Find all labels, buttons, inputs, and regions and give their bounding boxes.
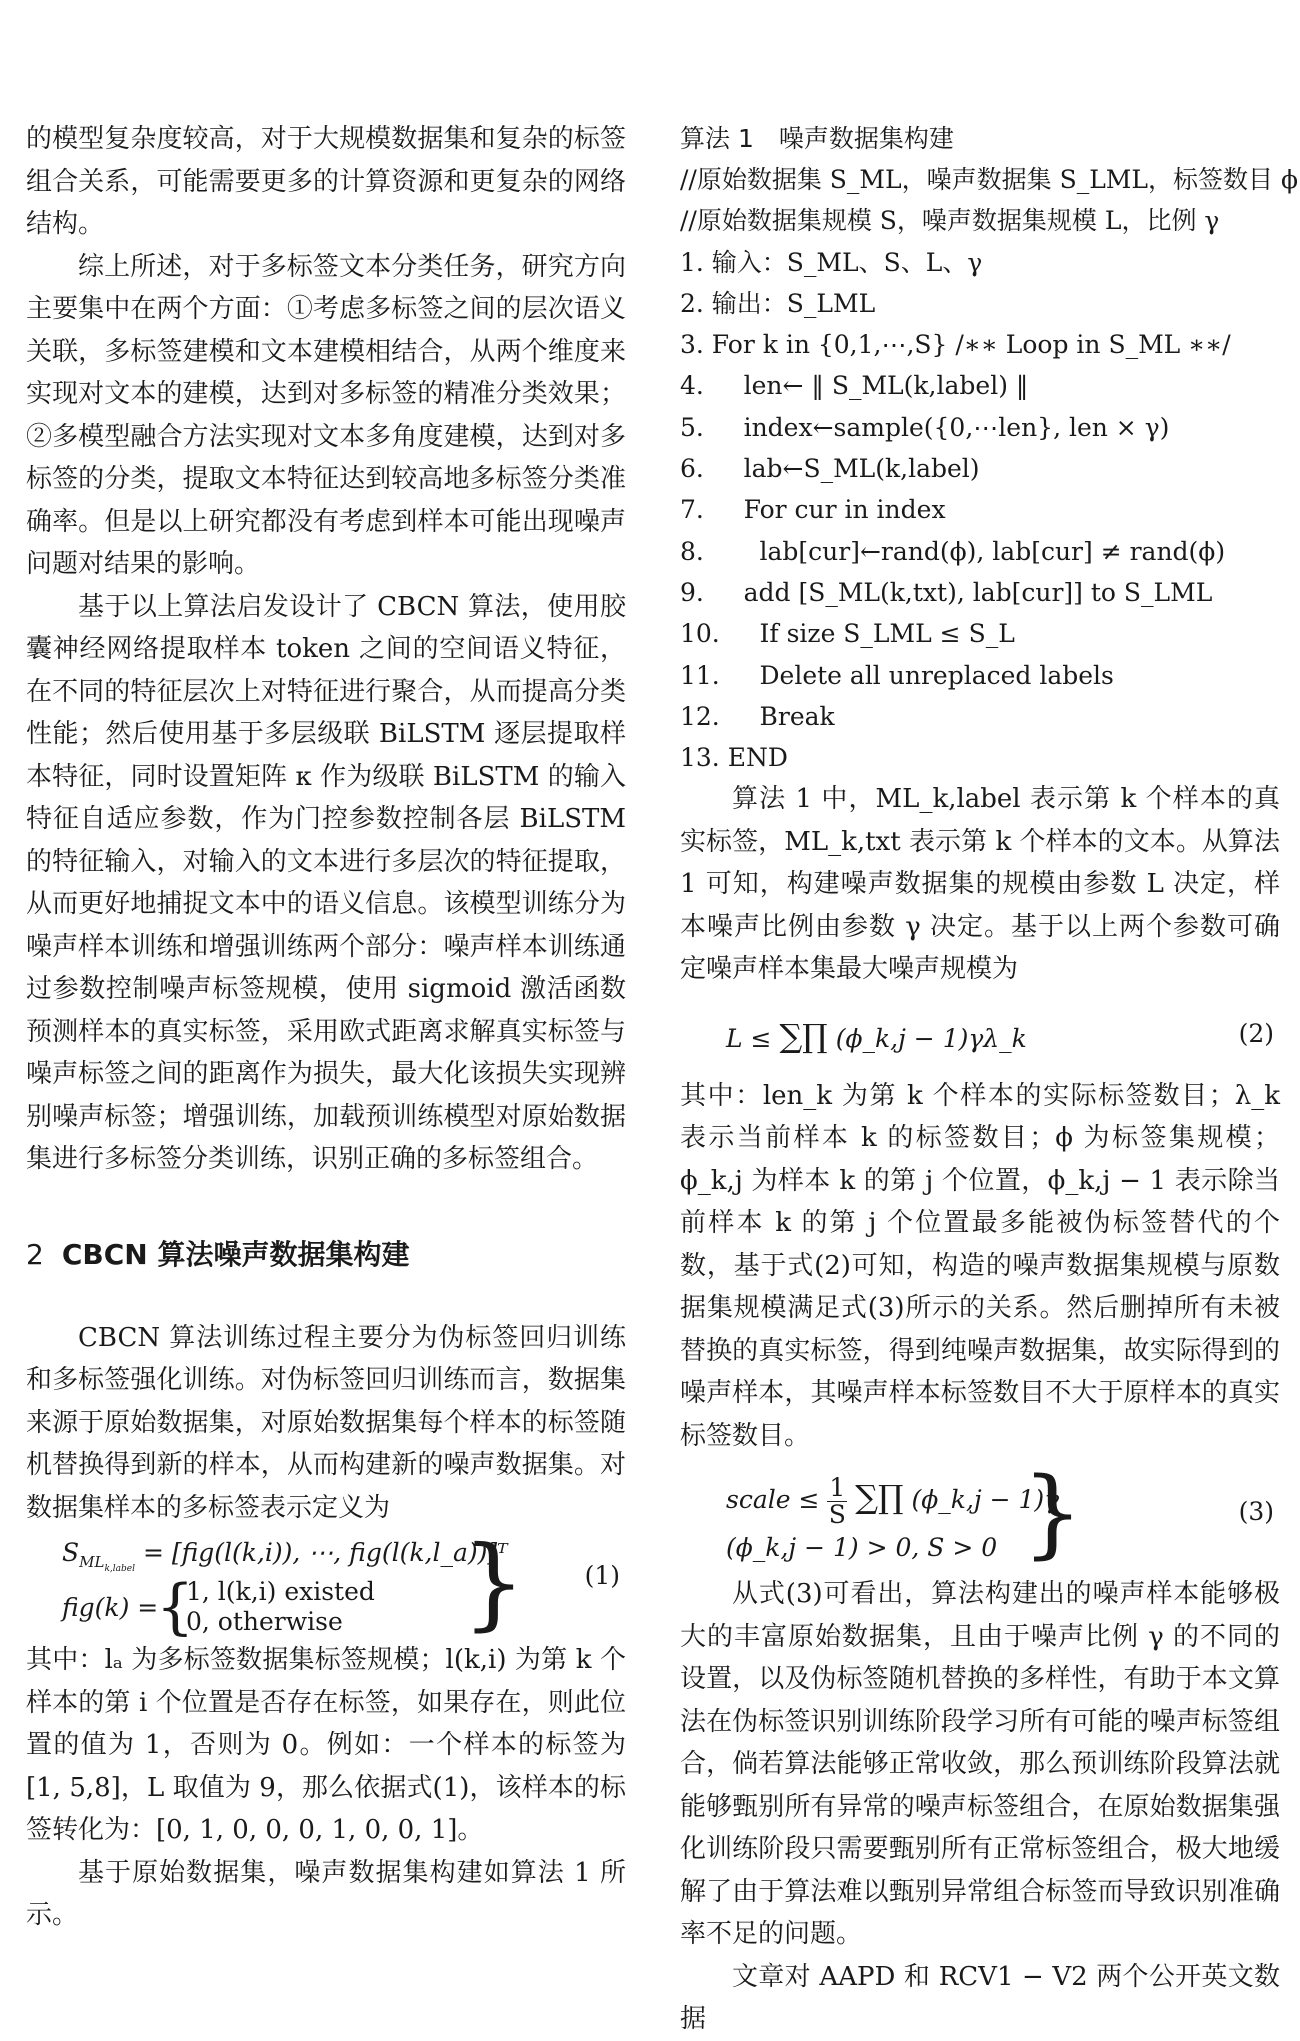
eq1-lhs: fig(k) = [62, 1593, 159, 1622]
algorithm-step: 8. lab[cur]←rand(ϕ), lab[cur] ≠ rand(ϕ) [680, 536, 1226, 566]
paragraph: 综上所述，对于多标签文本分类任务，研究方向主要集中在两个方面：①考虑多标签之间的层次语义关联，多标签建模和文本建模相结合，从两个维度来实现对文本的建模，达到对多标签的精准分类效果；②多模型融合方法实现对文本多角度建模，达到对多标签的分类，提取文本特征达到较高地多标签分类准确率。但是以上研究都没有考虑到样本可能出现噪声问题对结果的影响。 [26, 251, 626, 579]
paragraph: 基于原始数据集，噪声数据集构建如算法 1 所示。 [26, 1857, 626, 1930]
algorithm-step: 12. Break [680, 701, 835, 731]
algorithm-step: 4. len← ‖ S_ML(k,label) ‖ [680, 371, 1029, 401]
algorithm-comment: //原始数据集 S_ML，噪声数据集 S_LML，标签数目 ϕ [680, 165, 1298, 194]
paragraph: 其中：lₐ 为多标签数据集标签规模；l(k,i) 为第 k 个样本的第 i 个位置是否存在标签，如果存在，则此位置的值为 1，否则为 0。例如：一个样本的标签为[1, 5,8]，L 取值为 9，那么依据式(1)，该样本的标签转化为：[0, 1, 0, 0, 0, 1, 0, 0, 1]。 [26, 1645, 626, 1845]
paragraph: 从式(3)可看出，算法构建出的噪声样本能够极大的丰富原始数据集，且由于噪声比例 γ 的不同的设置，以及伪标签随机替换的多样性，有助于本文算法在伪标签识别训练阶段学习所有可能的噪声标签组合，倘若算法能够正常收敛，那么预训练阶段算法就能够甄别所有异常的噪声标签组合，在原始数据集强化训练阶段只需要甄别所有正常标签组合，极大地缓解了由于算法难以甄别异常组合标签而导致识别准确率不足的问题。 [680, 1579, 1280, 1950]
right-column [680, 118, 1298, 2041]
section-title: CBCN 算法噪声数据集构建 [61, 1237, 410, 1271]
equation-1: $S_{ML_{k,label}} = [fig(l(k,i))$, ⋯, fig(l(k,l_a))]ᵀ fig(k) = { 1, l(k,i) existed 0, otherwise } (1) [62, 1524, 620, 1642]
equation-3: scale ≤ $\frac{1}{S}$ ∑∏ (ϕ_k,j − 1)γ (ϕ_k,j − 1) > 0, S > 0 } (3) [726, 1457, 1274, 1570]
paragraph: 其中：len_k 为第 k 个样本的实际标签数目；λ_k 表示当前样本 k 的标签数目；ϕ 为标签集规模；ϕ_k,j 为样本 k 的第 j 个位置，ϕ_k,j − 1 表示除当前样本 k 的第 j 个位置最多能被伪标签替代的个数，基于式(2)可知，构造的噪声数据集规模与原数据集规模满足式(3)所示的关系。然后删掉所有未被替换的真实标签，得到纯噪声数据集，故实际得到的噪声样本，其噪声样本标签数目不大于原样本的真实标签数目。 [680, 1080, 1280, 1451]
section-heading [26, 1233, 626, 1273]
algorithm-comment: //原始数据集规模 S，噪声数据集规模 L，比例 γ [680, 206, 1220, 236]
section-number: 2 [26, 1237, 44, 1271]
algorithm-step: 13. END [680, 743, 788, 773]
eq1-case1: 1, l(k,i) existed [186, 1577, 375, 1606]
eq3-number: (3) [1238, 1497, 1274, 1527]
paragraph: 算法 1 中，ML_k,label 表示第 k 个样本的真实标签，ML_k,txt 表示第 k 个样本的文本。从算法 1 可知，构建噪声数据集的规模由参数 L 决定，样本噪声比例由参数 γ 决定。基于以上两个参数可确定噪声样本集最大噪声规模为 [680, 784, 1280, 985]
eq2-number: (2) [1238, 1018, 1274, 1048]
algorithm-step: 5. index←sample({0,⋯len}, len × γ) [680, 412, 1170, 442]
paragraph: 的模型复杂度较高，对于大规模数据集和复杂的标签组合关系，可能需要更多的计算资源和更复杂的网络结构。 [26, 124, 626, 239]
eq1-case2: 0, otherwise [186, 1607, 343, 1636]
algorithm-1 [680, 118, 1298, 778]
paragraph: 基于以上算法启发设计了 CBCN 算法，使用胶囊神经网络提取样本 token 之间的空间语义特征，在不同的特征层次上对特征进行聚合，从而提高分类性能；然后使用基于多层级联 BiLSTM 逐层提取样本特征，同时设置矩阵 κ 作为级联 BiLSTM 的输入特征自适应参数，作为门控参数控制各层 BiLSTM 的特征输入，对输入的文本进行多层次的特征提取，从而更好地捕捉文本中的语义信息。该模型训练分为噪声样本训练和增强训练两个部分：噪声样本训练通过参数控制噪声标签规模，使用 sigmoid 激活函数预测样本的真实标签，采用欧式距离求解真实标签与噪声标签之间的距离作为损失，最大化该损失实现辨别噪声标签；增强训练，加载预训练模型对原始数据集进行多标签分类训练，识别正确的多标签组合。 [26, 591, 626, 1174]
algorithm-step: 1. 输入：S_ML、S、L、γ [680, 247, 983, 277]
algorithm-title: 算法 1 噪声数据集构建 [680, 124, 954, 153]
algorithm-step: 2. 输出：S_LML [680, 288, 876, 318]
eq1-line1: = [fig(l(k,i)), ⋯, fig(l(k,l_a))]ᵀ [142, 1538, 508, 1567]
algorithm-step: 9. add [S_ML(k,txt), lab[cur]] to S_LML [680, 577, 1213, 607]
algorithm-step: 11. Delete all unreplaced labels [680, 660, 1114, 690]
equation-2: L ≤ ∑∏ (ϕ_k,j − 1)γλ_k (2) [726, 1016, 1274, 1055]
eq3-body: (ϕ_k,j − 1)γ [911, 1485, 1060, 1515]
algorithm-step: 3. For k in {0,1,⋯,S} /∗∗ Loop in S_ML ∗∗/ [680, 330, 1231, 360]
algorithm-step: 6. lab←S_ML(k,label) [680, 454, 980, 484]
paragraph: 文章对 AAPD 和 RCV1 − V2 两个公开英文数据 [680, 1961, 1280, 2035]
left-column [26, 118, 626, 1937]
paragraph: CBCN 算法训练过程主要分为伪标签回归训练和多标签强化训练。对伪标签回归训练而言，数据集来源于原始数据集，对原始数据集每个样本的标签随机替换得到新的样本，从而构建新的噪声数据集。对数据集样本的多标签表示定义为 [26, 1322, 626, 1523]
eq1-number: (1) [584, 1561, 620, 1590]
eq2-body: (ϕ_k,j − 1)γλ_k [835, 1023, 1027, 1053]
algorithm-step: 10. If size S_LML ≤ S_L [680, 619, 1015, 649]
eq3-line2: (ϕ_k,j − 1) > 0, S > 0 [726, 1533, 998, 1563]
algorithm-step: 7. For cur in index [680, 495, 946, 525]
